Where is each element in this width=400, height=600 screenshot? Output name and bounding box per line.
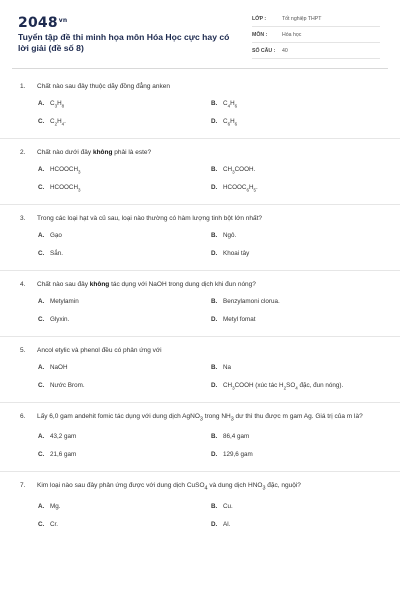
question-list [0,73,400,541]
question-text: Chất nào dưới đây không phải là este? [37,149,152,156]
option-text: 129,6 gam [223,451,253,459]
option-text: Sắn. [50,250,63,257]
brand-suffix: vn [58,17,68,24]
option-text: $C_2H_4$. [50,118,66,127]
answer-option-d[interactable] [211,248,380,266]
option-text: Glyxin. [50,316,70,323]
question-stem [20,480,380,494]
answer-option-b[interactable] [211,362,380,380]
option-text: Nước Brom. [50,382,85,389]
question-5 [0,337,400,403]
option-text: $HCOOCH_3$ [50,184,81,193]
meta-count-row [252,44,380,59]
answer-options [38,362,380,398]
answer-option-b[interactable] [211,296,380,314]
option-text: Khoai tây [223,250,250,257]
answer-option-c[interactable] [38,449,211,467]
answer-option-b[interactable] [211,164,380,182]
option-letter: B. [211,433,218,441]
option-letter: B. [211,100,218,107]
answer-options [38,431,380,467]
option-letter: B. [211,232,218,239]
question-number: 5. [20,347,26,354]
question-number: 3. [20,215,26,222]
question-text: Chất nào sau đây không tác dụng với NaOH trong dung dịch khi đun nóng? [37,281,256,288]
option-letter: A. [38,100,45,107]
option-text: Mg. [50,502,61,510]
answer-option-d[interactable] [211,182,380,200]
answer-option-c[interactable] [38,519,211,537]
meta-value: 40 [282,48,288,54]
option-text: Cr. [50,520,59,528]
answer-option-a[interactable] [38,164,211,182]
option-letter: D. [211,382,218,389]
question-stem [20,81,380,92]
answer-option-a[interactable] [38,296,211,314]
answer-option-c[interactable] [38,116,211,134]
answer-option-b[interactable] [211,501,380,519]
answer-option-b[interactable] [211,230,380,248]
option-letter: A. [38,502,45,510]
option-text: $CH_3COOH$. [223,166,256,175]
option-text: Gạo [50,232,62,239]
question-3 [0,205,400,271]
answer-option-d[interactable] [211,449,380,467]
option-text: $CH_3COOH$ (xúc tác $H_2SO_4$ đặc, đun nóng). [223,382,344,391]
meta-value: Hóa học [282,32,302,38]
option-text: 43,2 gam [50,433,77,441]
option-letter: D. [211,451,218,459]
question-text: Lấy 6,0 gam andehit fomic tác dụng với dung dịch AgNO$_3$ trong $NH_3$ dư thì thu được m gam Ag. Giá trị của m là? [37,413,363,423]
option-text: Al. [223,520,231,528]
brand-logo[interactable] [18,15,67,31]
document-title: Tuyển tập đề thi minh họa môn Hóa Học cực hay có lời giải (đề số 8) [18,32,230,53]
answer-options [38,164,380,200]
meta-label: LỚP : [252,16,267,22]
meta-info [252,12,380,60]
option-letter: A. [38,232,45,239]
answer-option-c[interactable] [38,182,211,200]
answer-option-a[interactable] [38,501,211,519]
answer-option-a[interactable] [38,431,211,449]
question-stem [20,345,380,356]
meta-label: SỐ CÂU : [252,48,276,54]
answer-option-b[interactable] [211,431,380,449]
option-letter: D. [211,118,218,125]
answer-option-a[interactable] [38,362,211,380]
option-letter: A. [38,166,45,173]
brand-name: 2048 [18,15,58,31]
answer-option-a[interactable] [38,230,211,248]
option-letter: A. [38,364,45,371]
option-letter: D. [211,520,218,528]
answer-option-a[interactable] [38,98,211,116]
option-text: 21,6 gam [50,451,77,459]
option-text: Cu. [223,502,233,510]
question-number: 1. [20,83,26,90]
option-letter: C. [38,250,45,257]
meta-label: MÔN : [252,32,268,38]
option-letter: B. [211,298,218,305]
question-4 [0,271,400,337]
question-number: 2. [20,149,26,156]
answer-option-c[interactable] [38,314,211,332]
option-letter: C. [38,451,45,459]
question-1 [0,73,400,139]
question-number: 6. [20,413,26,420]
option-text: Ngô. [223,232,237,239]
option-text: $HCOOC_6H_5$. [223,184,258,193]
answer-option-c[interactable] [38,380,211,398]
option-letter: A. [38,298,45,305]
question-text: Ancol etylic và phenol đều có phản ứng với [37,347,162,354]
option-letter: C. [38,118,45,125]
question-number: 7. [20,482,26,490]
option-letter: B. [211,166,218,173]
answer-option-b[interactable] [211,98,380,116]
meta-subject-row [252,28,380,43]
option-letter: D. [211,316,218,323]
answer-option-d[interactable] [211,314,380,332]
question-stem [20,411,380,425]
option-text: $C_6H_6$ [223,118,238,127]
option-text: NaOH [50,364,68,371]
answer-options [38,501,380,537]
question-number: 4. [20,281,26,288]
option-text: $C_3H_8$ [50,100,65,109]
option-letter: B. [211,502,218,510]
option-text: Na [223,364,232,371]
option-letter: C. [38,184,45,191]
option-letter: B. [211,364,218,371]
option-letter: C. [38,382,45,389]
meta-value: Tốt nghiệp THPT [282,16,322,22]
answer-option-d[interactable] [211,116,380,134]
answer-option-c[interactable] [38,248,211,266]
question-text: Trong các loại hạt và củ sau, loại nào thường có hàm lượng tinh bột lớn nhất? [37,215,263,222]
header-divider [12,68,388,69]
option-letter: C. [38,520,45,528]
question-text: Chất nào sau đây thuộc dãy đồng đẳng anken [37,83,170,90]
question-6 [0,403,400,472]
option-text: $HCOOCH_3$ [50,166,81,175]
option-text: Metylamin [50,298,79,305]
question-2 [0,139,400,205]
answer-option-d[interactable] [211,380,380,398]
option-text: $C_4H_6$ [223,100,238,109]
option-letter: D. [211,184,218,191]
answer-option-d[interactable] [211,519,380,537]
question-text: Kim loại nào sau đây phản ứng được với dung dịch CuSO$_4$ và dung dịch $HNO_3$ đặc, nguội? [37,482,301,492]
option-text: Metyl fomat [223,316,256,323]
option-letter: A. [38,433,45,441]
option-text: Benzylamoni clorua. [223,298,280,305]
question-stem [20,279,380,290]
answer-options [38,230,380,266]
question-stem [20,147,380,158]
question-stem [20,213,380,224]
meta-class-row [252,12,380,27]
answer-options [38,98,380,134]
option-letter: D. [211,250,218,257]
option-text: 86,4 gam [223,433,250,441]
question-7 [0,472,400,540]
option-letter: C. [38,316,45,323]
answer-options [38,296,380,332]
